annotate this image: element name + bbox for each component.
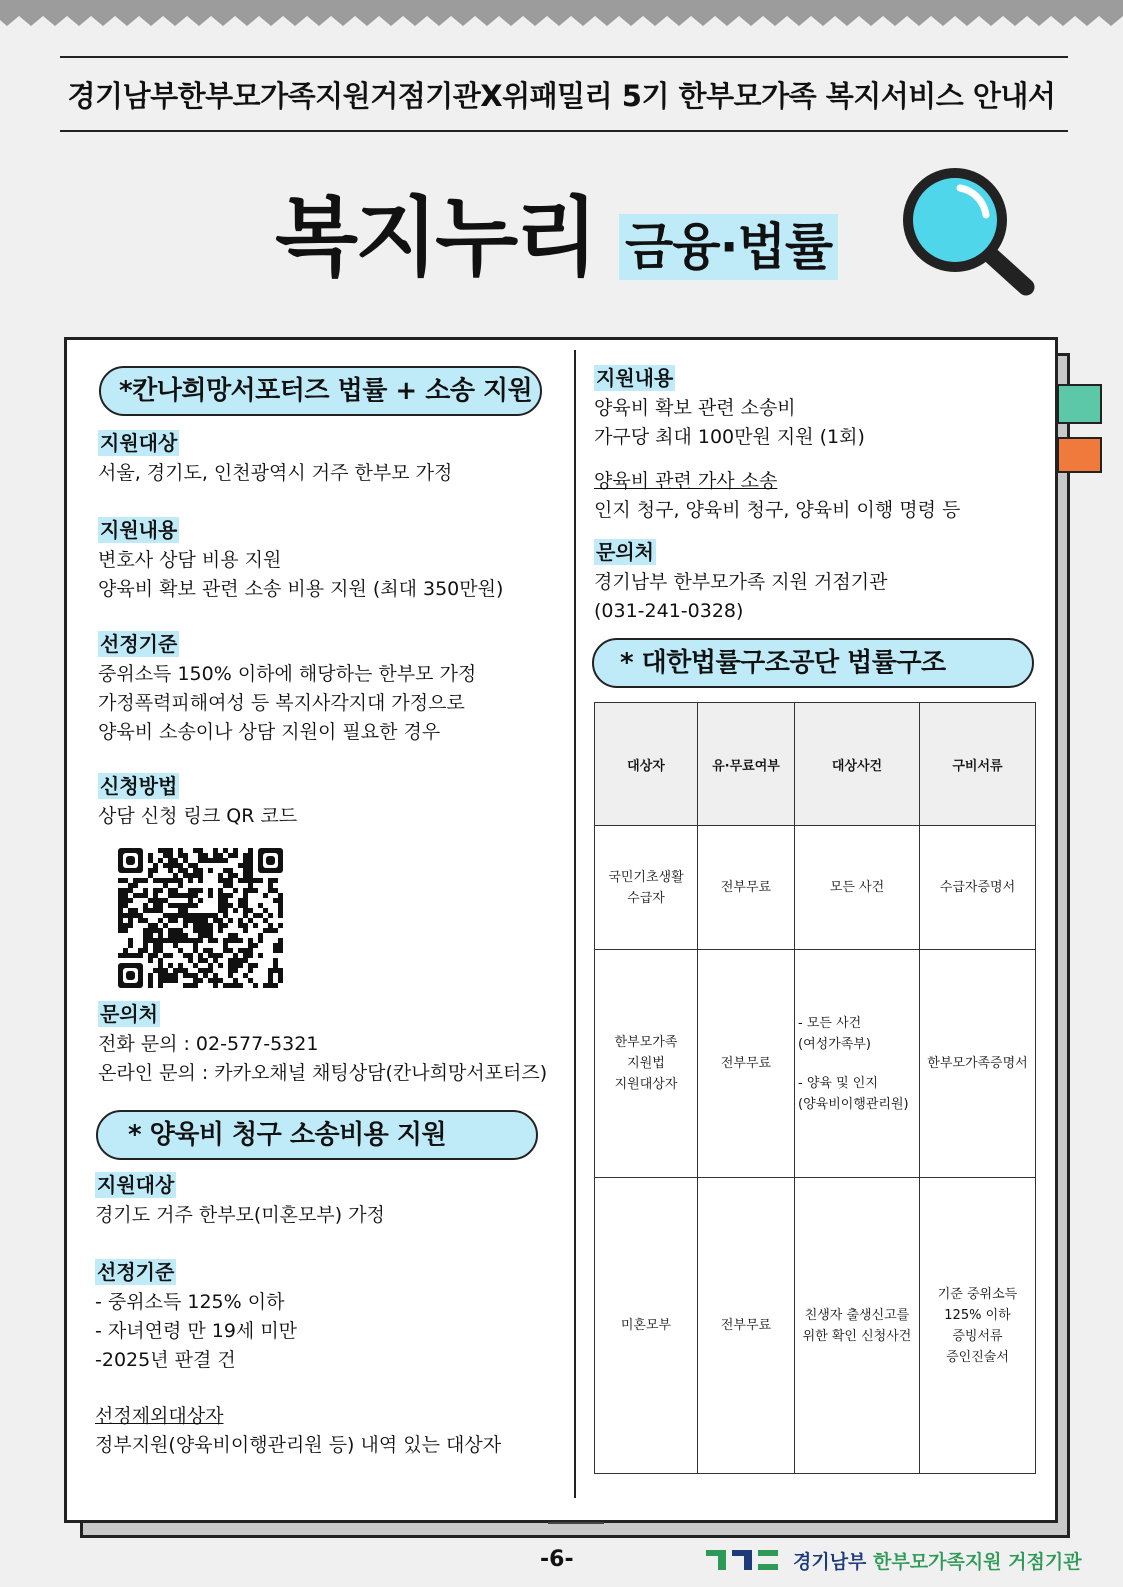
text-line: 경기남부 한부모가족 지원 거점기관	[594, 571, 888, 593]
table-cell	[795, 950, 920, 1178]
text-line: - 중위소득 125% 이하	[95, 1291, 285, 1313]
criteria-label: 선정기준	[100, 632, 178, 656]
table-cell	[795, 1178, 920, 1474]
cell-line: - 모든 사건	[798, 1015, 862, 1031]
cell-line: 위한 확인 신청사건	[802, 1328, 912, 1344]
cell-line: 모든 사건	[829, 880, 885, 895]
cell-line: (여성가족부)	[798, 1036, 871, 1052]
target-label: 지원대상	[97, 1173, 175, 1197]
cell-line: 한부모가족	[614, 1035, 678, 1050]
header-top-rule	[60, 56, 1068, 58]
table-row	[595, 826, 1036, 950]
footer-org-name: 한부모가족지원 거점기관	[873, 1551, 1082, 1573]
content-label: 지원내용	[596, 366, 674, 390]
apply-label: 신청방법	[100, 774, 178, 798]
qr-code[interactable]	[118, 848, 283, 988]
text-line: 양육비 소송이나 상담 지원이 필요한 경우	[98, 721, 441, 743]
cell-line: (양육비이행관리원)	[798, 1096, 909, 1112]
text-line: 인지 청구, 양육비 청구, 양육비 이행 명령 등	[594, 499, 961, 521]
text-line: 변호사 상담 비용 지원	[98, 549, 282, 571]
text-line: - 자녀연령 만 19세 미만	[95, 1320, 298, 1342]
childsupport-target	[95, 1172, 385, 1230]
childsupport-exclude	[95, 1402, 501, 1460]
column-divider	[574, 350, 576, 1498]
table-cell	[698, 826, 795, 950]
cell-line: 지원법	[627, 1056, 665, 1071]
table-cell	[920, 1178, 1036, 1474]
text-line: 가정폭력피해여성 등 복지사각지대 가정으로	[98, 692, 465, 714]
agency-logo-icon	[706, 1548, 780, 1572]
table-header-cell: 대상사건	[795, 703, 920, 826]
cell-line: 국민기초생활	[608, 869, 684, 885]
zigzag-border	[0, 0, 1123, 26]
cell-line: 수급자	[627, 890, 665, 906]
case-title: 양육비 관련 가사 소송	[594, 470, 778, 492]
table-header-cell: 대상자	[595, 703, 698, 826]
section-pill-canna: *칸나희망서포터즈 법률 + 소송 지원	[99, 366, 542, 416]
text-line: 온라인 문의 : 카카오채널 채팅상담(칸나희망서포터즈)	[98, 1062, 548, 1084]
canna-apply	[98, 773, 297, 831]
magnifier-icon	[898, 165, 1038, 300]
orange-tab	[1057, 437, 1102, 473]
cell-line: 한부모가족증명서	[927, 1056, 1028, 1071]
canna-criteria	[98, 631, 476, 747]
cell-line: 증인진술서	[946, 1349, 1009, 1365]
right-contact	[594, 539, 887, 626]
exclude-title: 선정제외대상자	[95, 1405, 224, 1427]
text-line: 상담 신청 링크 QR 코드	[98, 805, 298, 827]
green-tab	[1057, 384, 1102, 424]
hero-title: 복지누리	[275, 188, 596, 288]
contact-label: 문의처	[100, 1002, 158, 1026]
text-line: (031-241-0328)	[594, 600, 744, 622]
table-cell	[698, 1178, 795, 1474]
cell-line: 증빙서류	[952, 1328, 1003, 1344]
table-cell	[698, 950, 795, 1178]
cell-line: 125% 이하	[944, 1307, 1011, 1323]
table-header-cell: 구비서류	[920, 703, 1036, 826]
cell-line: 전부무료	[720, 880, 772, 895]
table-cell	[595, 1178, 698, 1474]
cell-line: 수급자증명서	[939, 880, 1016, 895]
table-cell	[795, 826, 920, 950]
table-cell	[920, 950, 1036, 1178]
header-title: 경기남부한부모가족지원거점기관X위패밀리 5기 한부모가족 복지서비스 안내서	[67, 79, 1056, 113]
table-row	[595, 1178, 1036, 1474]
text-line: 양육비 확보 관련 소송 비용 지원 (최대 350만원)	[98, 578, 504, 600]
text-line: 가구당 최대 100만원 지원 (1회)	[594, 426, 865, 448]
target-label: 지원대상	[100, 431, 178, 455]
header-bottom-rule	[60, 130, 1068, 132]
cell-line: 미혼모부	[620, 1318, 672, 1333]
text-line: 양육비 확보 관련 소송비	[594, 397, 796, 419]
right-content	[594, 365, 865, 452]
table-cell	[595, 826, 698, 950]
section-pill-childsupport: * 양육비 청구 소송비용 지원	[96, 1110, 538, 1160]
table-cell	[920, 826, 1036, 950]
footer-org-region: 경기남부	[793, 1551, 867, 1573]
section-pill-legal-aid: * 대한법률구조공단 법률구조	[592, 638, 1034, 688]
text-line: 중위소득 150% 이하에 해당하는 한부모 가정	[98, 663, 477, 685]
page-number: -6-	[540, 1547, 574, 1572]
table-cell	[595, 950, 698, 1178]
table-row	[595, 950, 1036, 1178]
canna-contact	[98, 1001, 547, 1088]
cell-line: 지원대상자	[614, 1077, 678, 1092]
legal-aid-table	[594, 702, 1036, 1474]
right-case	[594, 467, 960, 525]
text-line: 전화 문의 : 02-577-5321	[98, 1033, 319, 1055]
hero-subtitle: 금융·법률	[619, 214, 838, 280]
table-header-row	[595, 703, 1036, 826]
criteria-label: 선정기준	[97, 1260, 175, 1284]
childsupport-criteria	[95, 1259, 297, 1375]
canna-content	[98, 517, 503, 604]
text-line: 경기도 거주 한부모(미혼모부) 가정	[95, 1204, 385, 1226]
contact-label: 문의처	[596, 540, 654, 564]
text-line: -2025년 판결 건	[95, 1349, 236, 1371]
footer-org	[793, 1547, 1082, 1574]
cell-line: 기준 중위소득	[937, 1286, 1018, 1302]
content-label: 지원내용	[100, 518, 178, 542]
table-header-cell: 유·무료여부	[698, 703, 795, 826]
cell-line: - 양육 및 인지	[798, 1075, 878, 1091]
text-line: 정부지원(양육비이행관리원 등) 내역 있는 대상자	[95, 1434, 502, 1456]
cell-line: 전부무료	[720, 1056, 772, 1071]
bottom-tick	[548, 1522, 604, 1524]
cell-line: 친생자 출생신고를	[804, 1307, 910, 1323]
canna-target	[98, 430, 452, 488]
cell-line	[798, 1055, 916, 1073]
text-line: 서울, 경기도, 인천광역시 거주 한부모 가정	[98, 462, 453, 484]
cell-line: 전부무료	[720, 1318, 772, 1333]
